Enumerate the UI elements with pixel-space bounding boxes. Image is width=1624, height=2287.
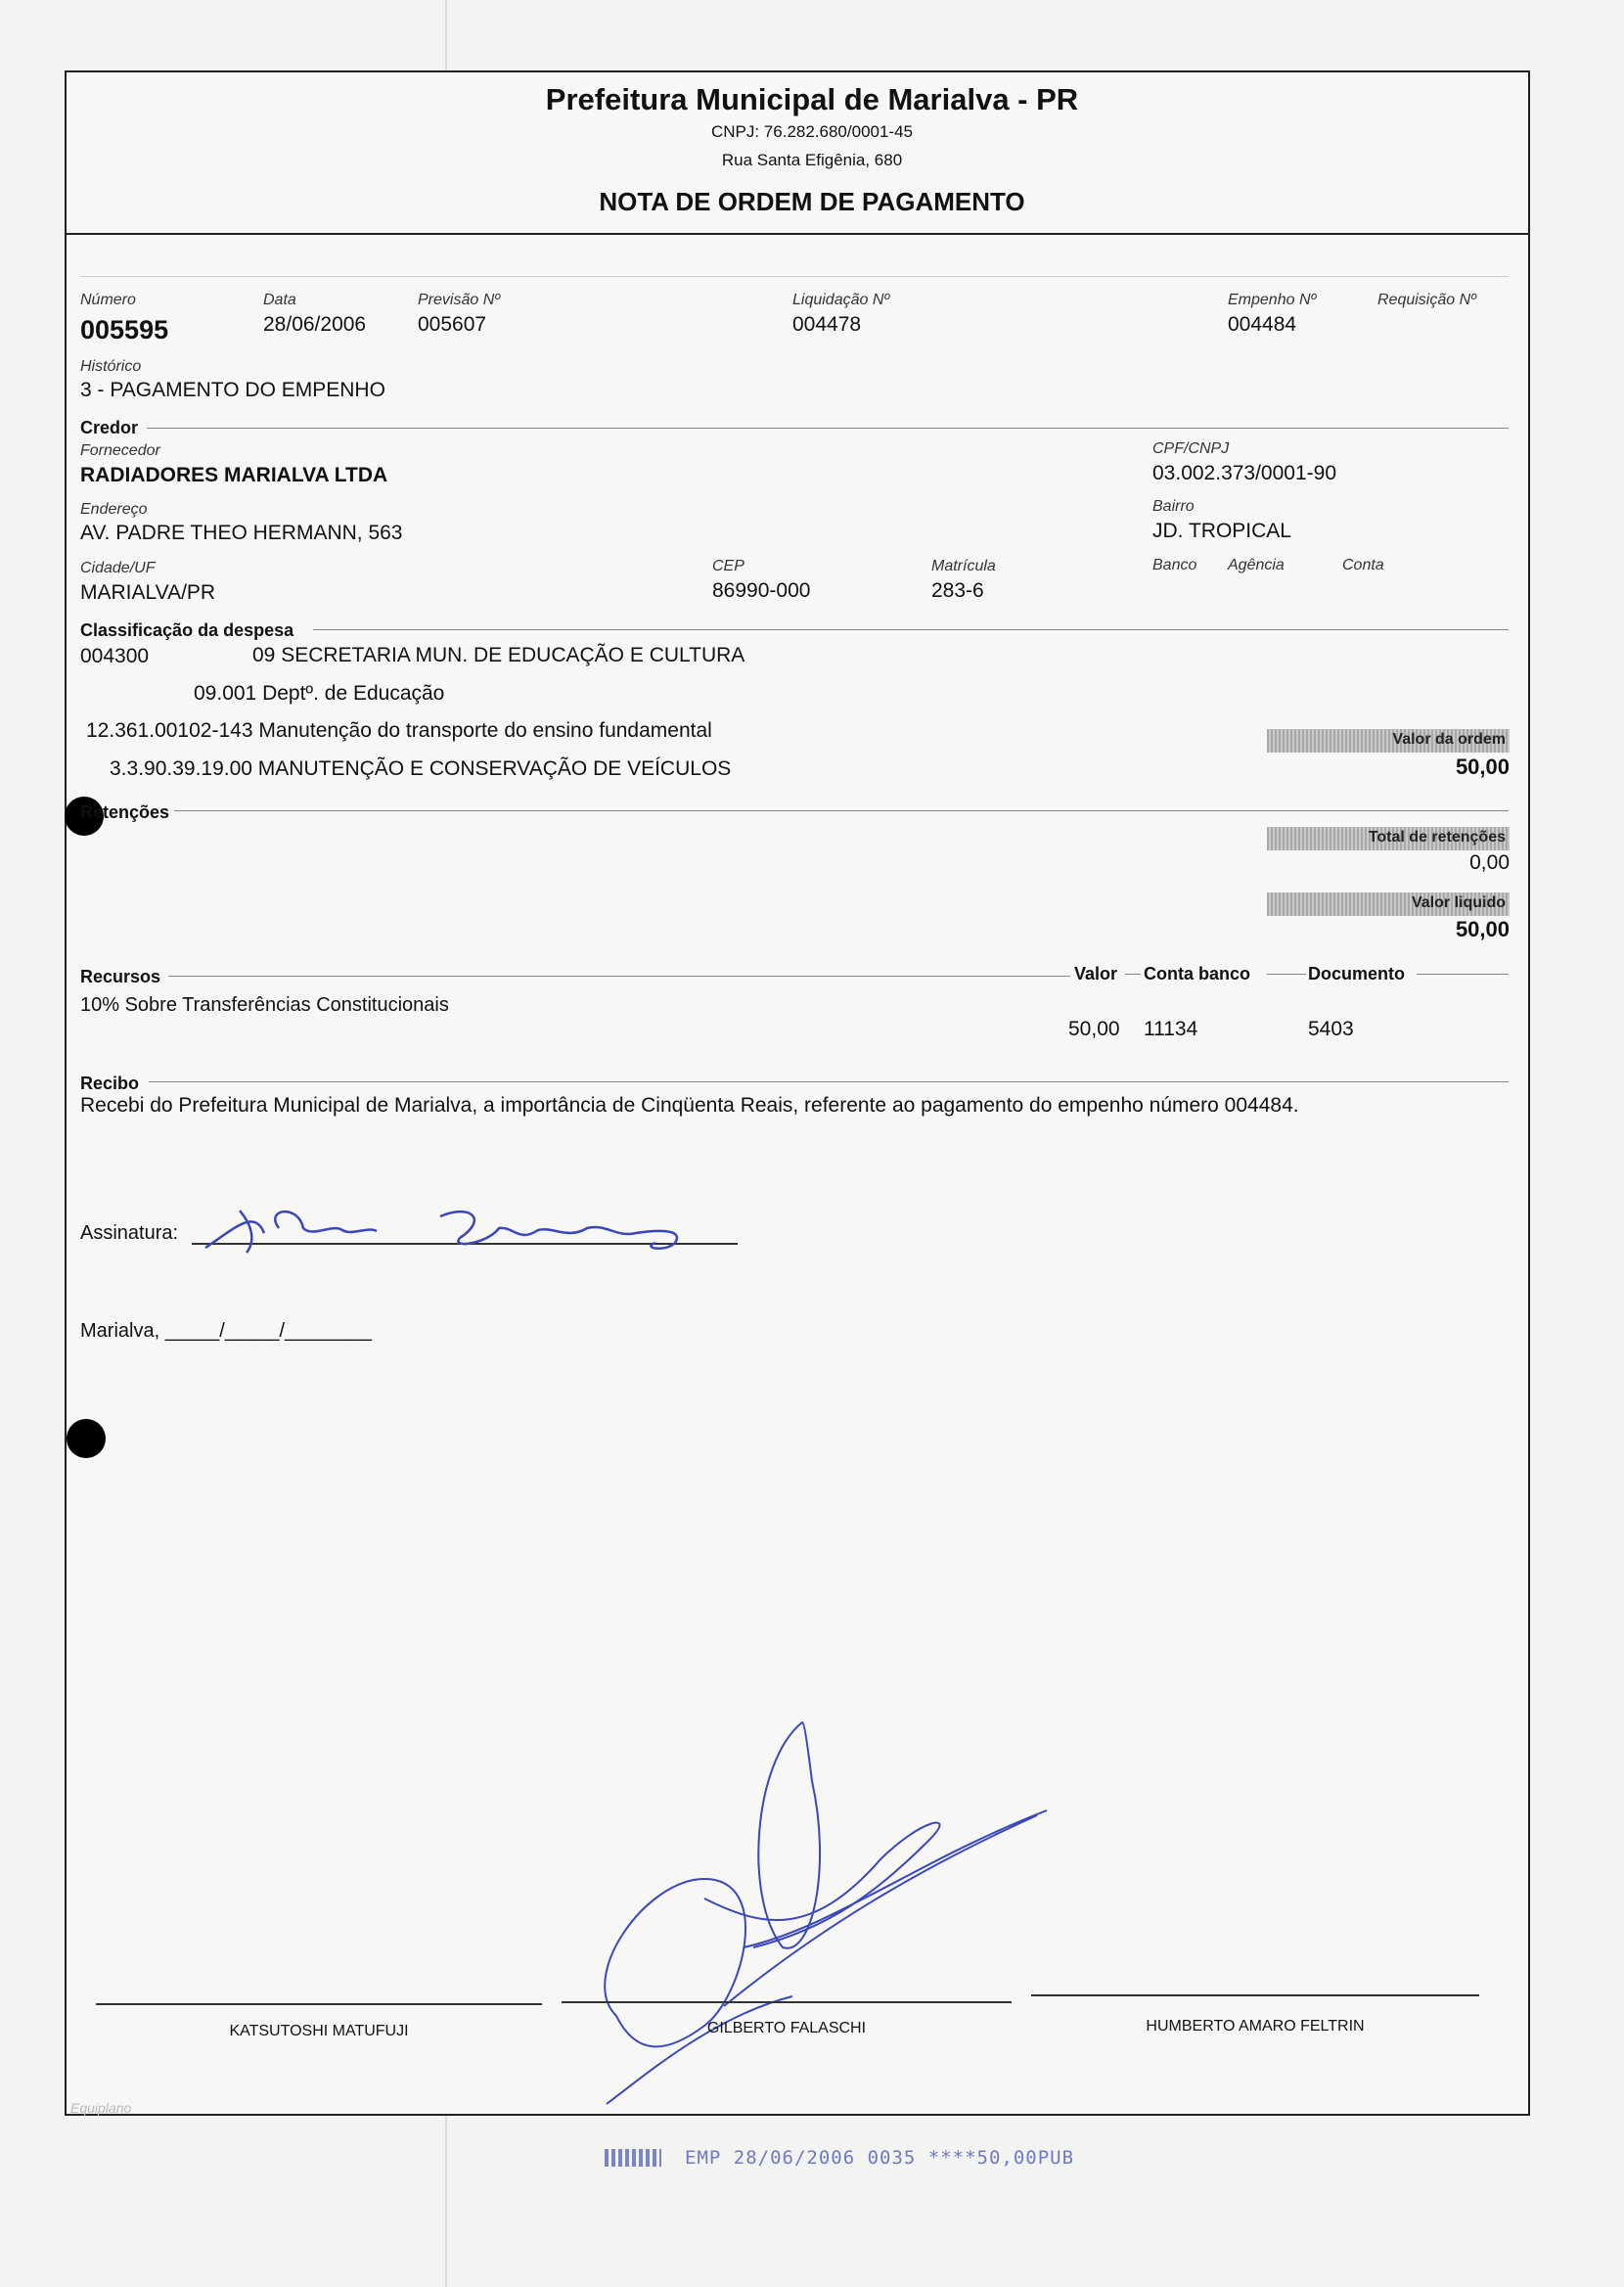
liquidacao-value: 004478 bbox=[792, 313, 862, 336]
recursos-section: Recursos bbox=[80, 967, 161, 986]
valor-ordem-label: Valor da ordem bbox=[1392, 731, 1506, 748]
endereco-value: AV. PADRE THEO HERMANN, 563 bbox=[80, 522, 403, 544]
sig-line-1 bbox=[96, 2003, 542, 2005]
recibo-rule bbox=[149, 1081, 1509, 1082]
signatario-3: HUMBERTO AMARO FELTRIN bbox=[1146, 2018, 1365, 2035]
assinatura-label: Assinatura: bbox=[80, 1222, 179, 1244]
recursos-documento-label: Documento bbox=[1308, 964, 1405, 983]
sig-line-3 bbox=[1031, 1994, 1479, 1996]
valor-liquido-value: 50,00 bbox=[1455, 917, 1510, 941]
recursos-conta: 11134 bbox=[1144, 1018, 1198, 1040]
previsao-value: 005607 bbox=[418, 313, 487, 336]
empenho-value: 004484 bbox=[1228, 313, 1297, 336]
total-retencoes-value: 0,00 bbox=[1469, 851, 1510, 874]
matricula-label: Matrícula bbox=[931, 558, 996, 574]
cpf-value: 03.002.373/0001-90 bbox=[1152, 462, 1337, 484]
credor-section: Credor bbox=[80, 418, 139, 437]
conta-label: Conta bbox=[1342, 557, 1384, 573]
retencoes-rule bbox=[174, 810, 1509, 811]
classificacao-line4: 3.3.90.39.19.00 MANUTENÇÃO E CONSERVAÇÃO DE VEÍCULOS bbox=[110, 757, 732, 780]
historico-value: 3 - PAGAMENTO DO EMPENHO bbox=[80, 379, 385, 401]
valor-ordem-value: 50,00 bbox=[1455, 755, 1510, 779]
signatario-2: GILBERTO FALASCHI bbox=[706, 2020, 867, 2036]
handwritten-signature bbox=[196, 1199, 704, 1258]
total-retencoes-label: Total de retenções bbox=[1368, 829, 1506, 846]
header-divider bbox=[65, 233, 1528, 235]
recursos-conta-label: Conta banco bbox=[1144, 964, 1251, 983]
recursos-rule-4 bbox=[1417, 974, 1509, 975]
classificacao-line2: 09.001 Deptº. de Educação bbox=[194, 682, 445, 705]
numero-label: Número bbox=[80, 292, 136, 308]
recursos-documento: 5403 bbox=[1308, 1018, 1354, 1040]
recibo-text: Recebi do Prefeitura Municipal de Marialva, a importância de Cinqüenta Reais, referente ao pagamento do empenho número 004484. bbox=[80, 1094, 1299, 1117]
classificacao-section: Classificação da despesa bbox=[80, 620, 294, 640]
fornecedor-label: Fornecedor bbox=[80, 442, 160, 459]
liquidacao-label: Liquidação Nº bbox=[792, 292, 890, 308]
cidade-label: Cidade/UF bbox=[80, 560, 156, 576]
recursos-valor: 50,00 bbox=[1068, 1018, 1120, 1040]
bairro-value: JD. TROPICAL bbox=[1152, 520, 1291, 542]
recursos-rule-2 bbox=[1125, 974, 1141, 975]
valor-ordem-bar bbox=[1267, 729, 1510, 753]
recursos-rule-3 bbox=[1267, 974, 1306, 975]
fornecedor-value: RADIADORES MARIALVA LTDA bbox=[80, 464, 388, 486]
cep-value: 86990-000 bbox=[712, 579, 811, 602]
meta-top-rule bbox=[80, 276, 1509, 277]
empenho-label: Empenho Nº bbox=[1228, 292, 1317, 308]
recursos-valor-label: Valor bbox=[1074, 964, 1118, 983]
cpf-label: CPF/CNPJ bbox=[1152, 440, 1230, 457]
valor-liquido-label: Valor liquido bbox=[1411, 894, 1506, 911]
org-cnpj: CNPJ: 76.282.680/0001-45 bbox=[710, 122, 914, 141]
recursos-rule bbox=[168, 976, 1070, 977]
requisicao-label: Requisição Nº bbox=[1377, 292, 1476, 308]
punch-hole-bottom bbox=[67, 1419, 106, 1458]
classificacao-line1: 09 SECRETARIA MUN. DE EDUCAÇÃO E CULTURA bbox=[252, 644, 745, 666]
previsao-label: Previsão Nº bbox=[418, 292, 501, 308]
doc-title: NOTA DE ORDEM DE PAGAMENTO bbox=[599, 187, 1025, 216]
matricula-value: 283-6 bbox=[931, 579, 984, 602]
endereco-label: Endereço bbox=[80, 501, 148, 518]
numero-value: 005595 bbox=[80, 315, 169, 344]
cep-label: CEP bbox=[712, 558, 744, 574]
org-address: Rua Santa Efigênia, 680 bbox=[721, 151, 903, 169]
credor-rule bbox=[147, 428, 1509, 429]
recibo-section: Recibo bbox=[80, 1074, 140, 1093]
agencia-label: Agência bbox=[1228, 557, 1285, 573]
classificacao-line3: 12.361.00102-143 Manutenção do transporte do ensino fundamental bbox=[86, 719, 712, 742]
cidade-value: MARIALVA/PR bbox=[80, 581, 216, 604]
sig-line-2 bbox=[562, 2001, 1012, 2003]
total-retencoes-bar bbox=[1267, 827, 1510, 850]
data-label: Data bbox=[263, 292, 296, 308]
recursos-descricao: 10% Sobre Transferências Constitucionais bbox=[80, 994, 449, 1016]
software-watermark: Equiplano bbox=[70, 2100, 132, 2116]
signatario-1: KATSUTOSHI MATUFUJI bbox=[229, 2023, 409, 2039]
signature-scribble bbox=[587, 1703, 1057, 2143]
retencoes-section: Retenções bbox=[80, 802, 170, 822]
bairro-label: Bairro bbox=[1152, 498, 1195, 515]
classificacao-rule bbox=[313, 629, 1509, 630]
data-value: 28/06/2006 bbox=[263, 313, 367, 336]
banco-label: Banco bbox=[1152, 557, 1197, 573]
local-data: Marialva, _____/_____/________ bbox=[80, 1320, 373, 1342]
valor-liquido-bar bbox=[1267, 892, 1510, 916]
historico-label: Histórico bbox=[80, 358, 142, 375]
stamp-logo-icon bbox=[605, 2149, 661, 2167]
org-title: Prefeitura Municipal de Marialva - PR bbox=[545, 82, 1079, 116]
classificacao-code: 004300 bbox=[80, 645, 150, 667]
mechanical-stamp: EMP 28/06/2006 0035 ****50,00PUB bbox=[685, 2147, 1075, 2169]
